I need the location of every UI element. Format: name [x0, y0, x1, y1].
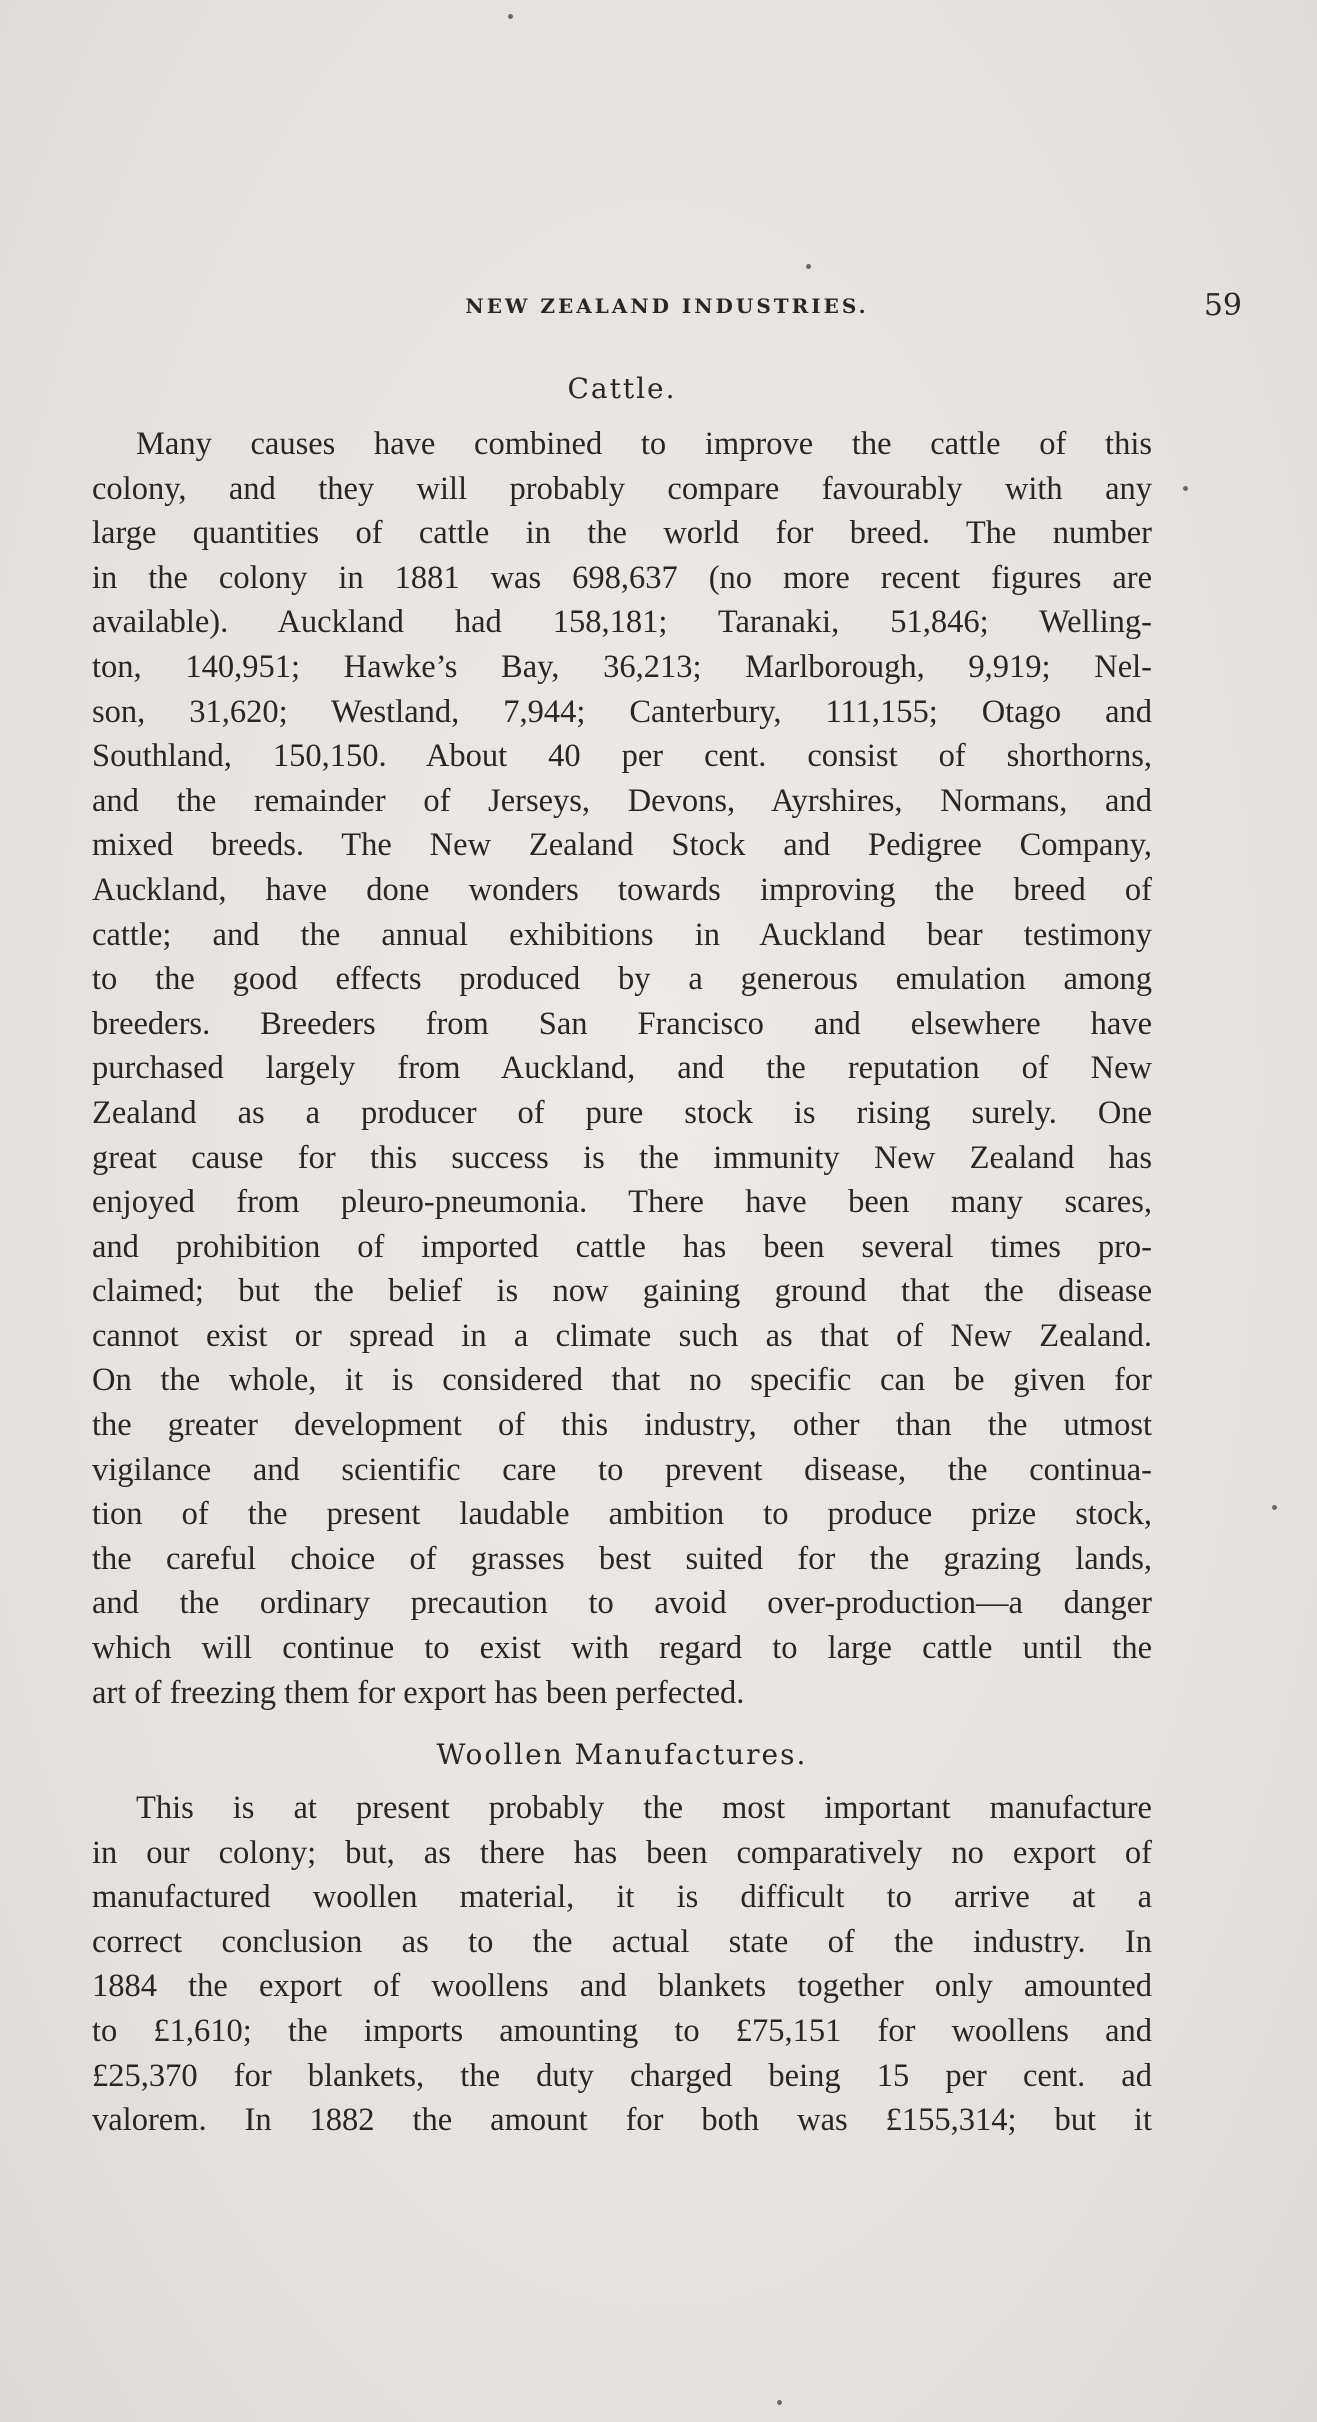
text-line: Zealand as a producer of pure stock is rising surely. One [92, 1094, 1152, 1131]
woollen-paragraph [92, 1786, 1152, 2143]
text-line: to £1,610; the imports amounting to £75,151 for woollens and [92, 2012, 1152, 2049]
text-line: which will continue to exist with regard to large cattle until the [92, 1630, 1152, 1667]
text-line: claimed; but the belief is now gaining ground that the disease [92, 1273, 1152, 1310]
cattle-heading: Cattle. [567, 372, 677, 405]
text-line: art of freezing them for export has been perfected. [92, 1674, 745, 1711]
text-line: to the good effects produced by a generous emulation among [92, 961, 1152, 998]
text-line: Many causes have combined to improve the cattle of this [136, 426, 1152, 462]
text-line: purchased largely from Auckland, and the reputation of New [92, 1050, 1152, 1087]
text-line: Southland, 150,150. About 40 per cent. consist of shorthorns, [92, 738, 1152, 775]
text-line: tion of the present laudable ambition to produce prize stock, [92, 1496, 1152, 1533]
text-line: enjoyed from pleuro-pneumonia. There have been many scares, [92, 1184, 1152, 1221]
text-line: ton, 140,951; Hawke’s Bay, 36,213; Marlborough, 9,919; Nel- [92, 648, 1152, 685]
text-line: vigilance and scientific care to prevent disease, the continua- [92, 1451, 1152, 1488]
text-line: large quantities of cattle in the world for breed. The number [92, 515, 1152, 552]
text-line: 1884 the export of woollens and blankets together only amounted [92, 1968, 1152, 2005]
text-line: and the remainder of Jerseys, Devons, Ayrshires, Normans, and [92, 782, 1152, 819]
ink-speck [508, 14, 513, 19]
text-line: cannot exist or spread in a climate such as that of New Zealand. [92, 1317, 1152, 1354]
text-line: breeders. Breeders from San Francisco and elsewhere have [92, 1005, 1152, 1042]
text-line: cattle; and the annual exhibitions in Auckland bear testimony [92, 916, 1152, 953]
running-head [92, 288, 1242, 328]
text-line: great cause for this success is the immunity New Zealand has [92, 1139, 1152, 1176]
text-line: in the colony in 1881 was 698,637 (no more recent figures are [92, 559, 1152, 596]
ink-speck [777, 2400, 782, 2405]
running-title: NEW ZEALAND INDUSTRIES. [465, 294, 869, 318]
text-line: valorem. In 1882 the amount for both was £155,314; but it [92, 2102, 1152, 2139]
text-line: On the whole, it is considered that no specific can be given for [92, 1362, 1152, 1399]
page-number: 59 [1203, 288, 1242, 323]
text-line: the careful choice of grasses best suited for the grazing lands, [92, 1540, 1152, 1577]
text-line: correct conclusion as to the actual state of the industry. In [92, 1923, 1152, 1960]
text-line: £25,370 for blankets, the duty charged being 15 per cent. ad [92, 2057, 1152, 2094]
text-line: This is at present probably the most important manufacture [136, 1790, 1152, 1826]
text-line: and the ordinary precaution to avoid over-production—a danger [92, 1585, 1152, 1622]
ink-speck [1183, 486, 1188, 491]
text-line: Auckland, have done wonders towards improving the breed of [92, 871, 1152, 908]
ink-speck [1272, 1505, 1277, 1510]
cattle-paragraph [92, 422, 1152, 1715]
text-line: and prohibition of imported cattle has been several times pro- [92, 1228, 1152, 1265]
text-line: son, 31,620; Westland, 7,944; Canterbury, 111,155; Otago and [92, 693, 1152, 730]
text-line: colony, and they will probably compare favourably with any [92, 470, 1152, 507]
text-line: in our colony; but, as there has been comparatively no export of [92, 1834, 1152, 1871]
woollen-heading: Woollen Manufactures. [436, 1738, 808, 1771]
text-line: the greater development of this industry, other than the utmost [92, 1407, 1152, 1444]
text-line: available). Auckland had 158,181; Taranaki, 51,846; Welling- [92, 604, 1152, 641]
ink-speck [806, 264, 811, 269]
text-line: mixed breeds. The New Zealand Stock and Pedigree Company, [92, 827, 1152, 864]
text-line: manufactured woollen material, it is difficult to arrive at a [92, 1879, 1152, 1916]
